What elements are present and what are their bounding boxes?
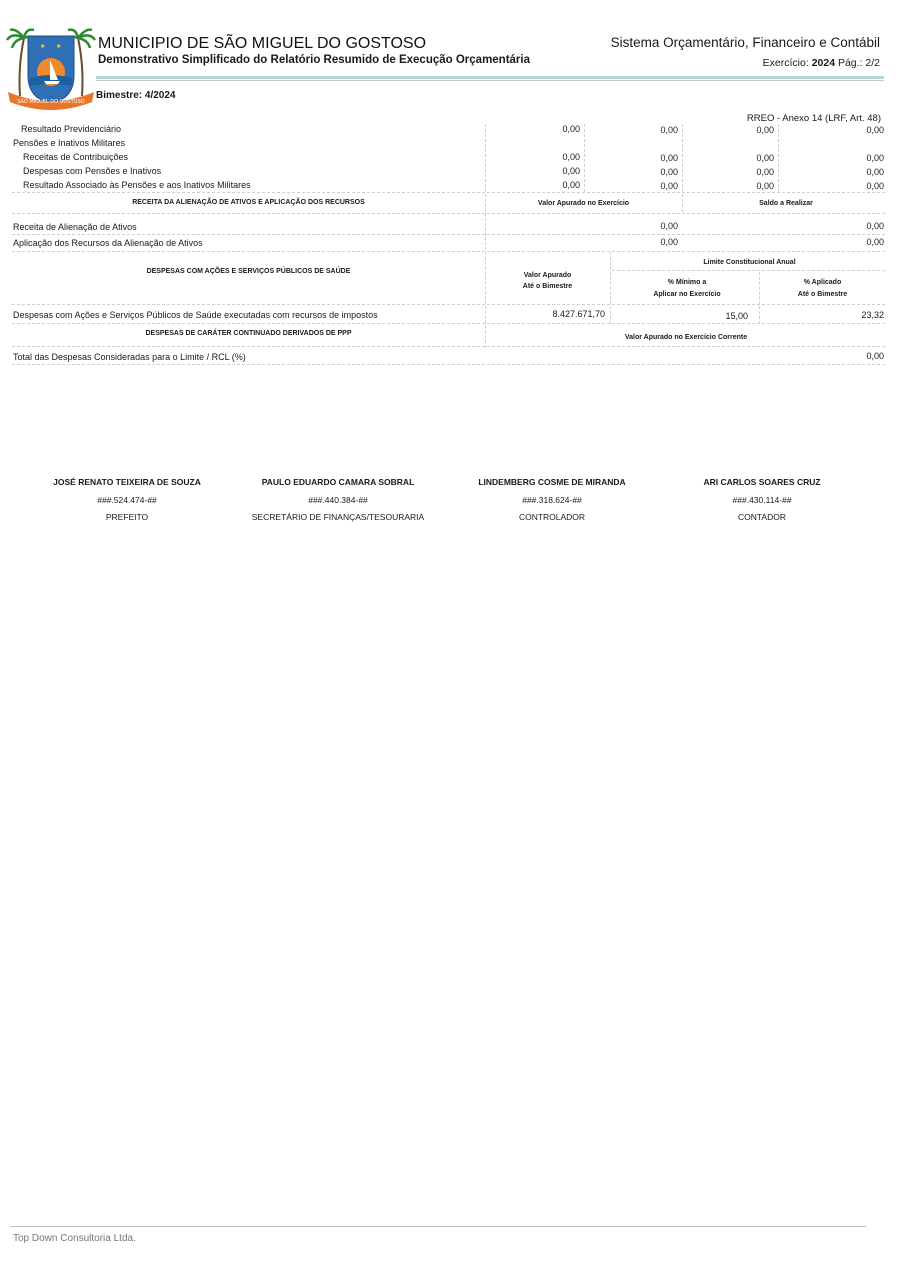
value-cell: 0,00: [866, 221, 884, 231]
alienacao-col-saldo: Saldo a Realizar: [759, 200, 813, 207]
row-divider: [12, 323, 885, 324]
row-label: Receitas de Contribuições: [23, 152, 129, 162]
value-cell: 0,00: [866, 181, 884, 191]
row-divider: [12, 251, 885, 252]
svg-text:SÃO MIGUEL DO GOSTOSO: SÃO MIGUEL DO GOSTOSO: [17, 99, 85, 105]
signatory-document: ###.318.624-##: [522, 495, 582, 505]
exercicio-label: Exercício:: [762, 57, 809, 69]
svg-text:★: ★: [56, 44, 62, 50]
value-cell: 0,00: [866, 351, 884, 361]
value-cell: 0,00: [660, 153, 678, 163]
row-label: Despesas com Pensões e Inativos: [23, 166, 162, 176]
row-divider: [12, 346, 885, 347]
signatory-name: JOSÉ RENATO TEIXEIRA DE SOUZA: [53, 477, 201, 487]
value-cell: 0,00: [660, 181, 678, 191]
footer-divider: [10, 1226, 866, 1227]
row-divider: [612, 270, 885, 271]
section-label: Pensões e Inativos Militares: [13, 138, 126, 148]
signatory-document: ###.440.384-##: [308, 495, 368, 505]
row-label: Resultado Associado às Pensões e aos Inativos Militares: [23, 180, 251, 190]
value-cell: 0,00: [660, 125, 678, 135]
value-cell: 0,00: [756, 153, 774, 163]
column-separator: [485, 194, 486, 250]
report-subtitle: Demonstrativo Simplificado do Relatório Resumido de Execução Orçamentária: [98, 54, 531, 66]
row-divider: [12, 364, 885, 365]
value-cell: 0,00: [562, 166, 580, 176]
signatory-role: CONTROLADOR: [518, 512, 586, 522]
value-cell: 0,00: [756, 125, 774, 135]
value-cell: 0,00: [562, 180, 580, 190]
alienacao-header: RECEITA DA ALIENAÇÃO DE ATIVOS E APLICAÇÃO DOS RECURSOS: [132, 199, 365, 206]
exercise-page-info: [763, 57, 880, 69]
value-cell: 0,00: [562, 124, 580, 134]
saude-col-valor-1: Valor Apurado: [523, 272, 572, 279]
system-name: Sistema Orçamentário, Financeiro e Contábil: [610, 35, 880, 50]
municipality-name: MUNICIPIO DE SÃO MIGUEL DO GOSTOSO: [98, 35, 427, 52]
value-cell: 0,00: [756, 167, 774, 177]
saude-col-minimo-1: % Mínimo a: [667, 279, 707, 286]
saude-col-minimo-2: Aplicar no Exercício: [653, 291, 721, 298]
row-label: Receita de Alienação de Ativos: [13, 222, 137, 232]
value-cell: 0,00: [562, 152, 580, 162]
exercicio-value: 2024: [811, 57, 836, 69]
value-cell: 0,00: [866, 125, 884, 135]
column-separator: [610, 252, 611, 324]
row-divider: [12, 192, 885, 193]
value-cell: 0,00: [660, 237, 678, 247]
header-divider-thin: [96, 80, 884, 81]
saude-col-aplicado-2: Até o Bimestre: [797, 291, 848, 298]
row-divider: [12, 234, 885, 235]
ppp-header: DESPESAS DE CARÁTER CONTINUADO DERIVADOS DE PPP: [145, 330, 352, 337]
footer-company: Top Down Consultoria Ltda.: [13, 1233, 136, 1244]
anexo-label: RREO - Anexo 14 (LRF, Art. 48): [746, 113, 881, 124]
column-separator: [682, 124, 683, 192]
signatory-role: PREFEITO: [105, 512, 149, 522]
row-divider: [12, 213, 885, 214]
saude-limite-header: Limite Constitucional Anual: [703, 259, 796, 266]
value-cell: 0,00: [866, 237, 884, 247]
value-cell: 0,00: [866, 167, 884, 177]
value-cell: 0,00: [866, 153, 884, 163]
ppp-col-valor: Valor Apurado no Exercício Corrente: [624, 334, 748, 341]
value-cell: 15,00: [725, 311, 748, 321]
signatory-role: CONTADOR: [737, 512, 786, 522]
header-divider: [96, 76, 884, 79]
row-label: Despesas com Ações e Serviços Públicos de Saúde executadas com recursos de impostos: [13, 310, 378, 320]
column-separator: [759, 272, 760, 324]
page-number: Pág.: 2/2: [837, 57, 880, 69]
value-cell: 0,00: [756, 181, 774, 191]
value-cell: 0,00: [660, 221, 678, 231]
row-divider: [12, 304, 885, 305]
signatory-name: PAULO EDUARDO CAMARA SOBRAL: [261, 477, 415, 487]
column-separator: [584, 124, 585, 192]
column-separator: [485, 124, 486, 192]
value-cell: 23,32: [861, 310, 884, 320]
column-separator: [682, 194, 683, 212]
signatory-role: SECRETÁRIO DE FINANÇAS/TESOURARIA: [251, 512, 425, 522]
signatory-name: LINDEMBERG COSME DE MIRANDA: [478, 477, 626, 487]
row-label: Aplicação dos Recursos da Alienação de Ativos: [13, 238, 203, 248]
row-label: Resultado Previdenciário: [21, 124, 122, 134]
svg-text:★: ★: [40, 44, 46, 50]
alienacao-col-valor: Valor Apurado no Exercício: [537, 200, 630, 207]
signatory-name: ARI CARLOS SOARES CRUZ: [703, 477, 821, 487]
column-separator: [778, 124, 779, 192]
signatory-document: ###.524.474-##: [97, 495, 157, 505]
row-label: Total das Despesas Consideradas para o Limite / RCL (%): [13, 352, 246, 362]
saude-header: DESPESAS COM AÇÕES E SERVIÇOS PÚBLICOS DE SAÚDE: [146, 268, 351, 275]
signatory-document: ###.430.114-##: [732, 495, 792, 505]
value-cell: 8.427.671,70: [552, 309, 605, 319]
value-cell: 0,00: [660, 167, 678, 177]
saude-col-aplicado-1: % Aplicado: [803, 279, 842, 286]
municipal-coat-of-arms-logo: [6, 26, 96, 110]
bimestre-label: Bimestre: 4/2024: [96, 90, 176, 101]
saude-col-valor-2: Até o Bimestre: [522, 283, 573, 290]
